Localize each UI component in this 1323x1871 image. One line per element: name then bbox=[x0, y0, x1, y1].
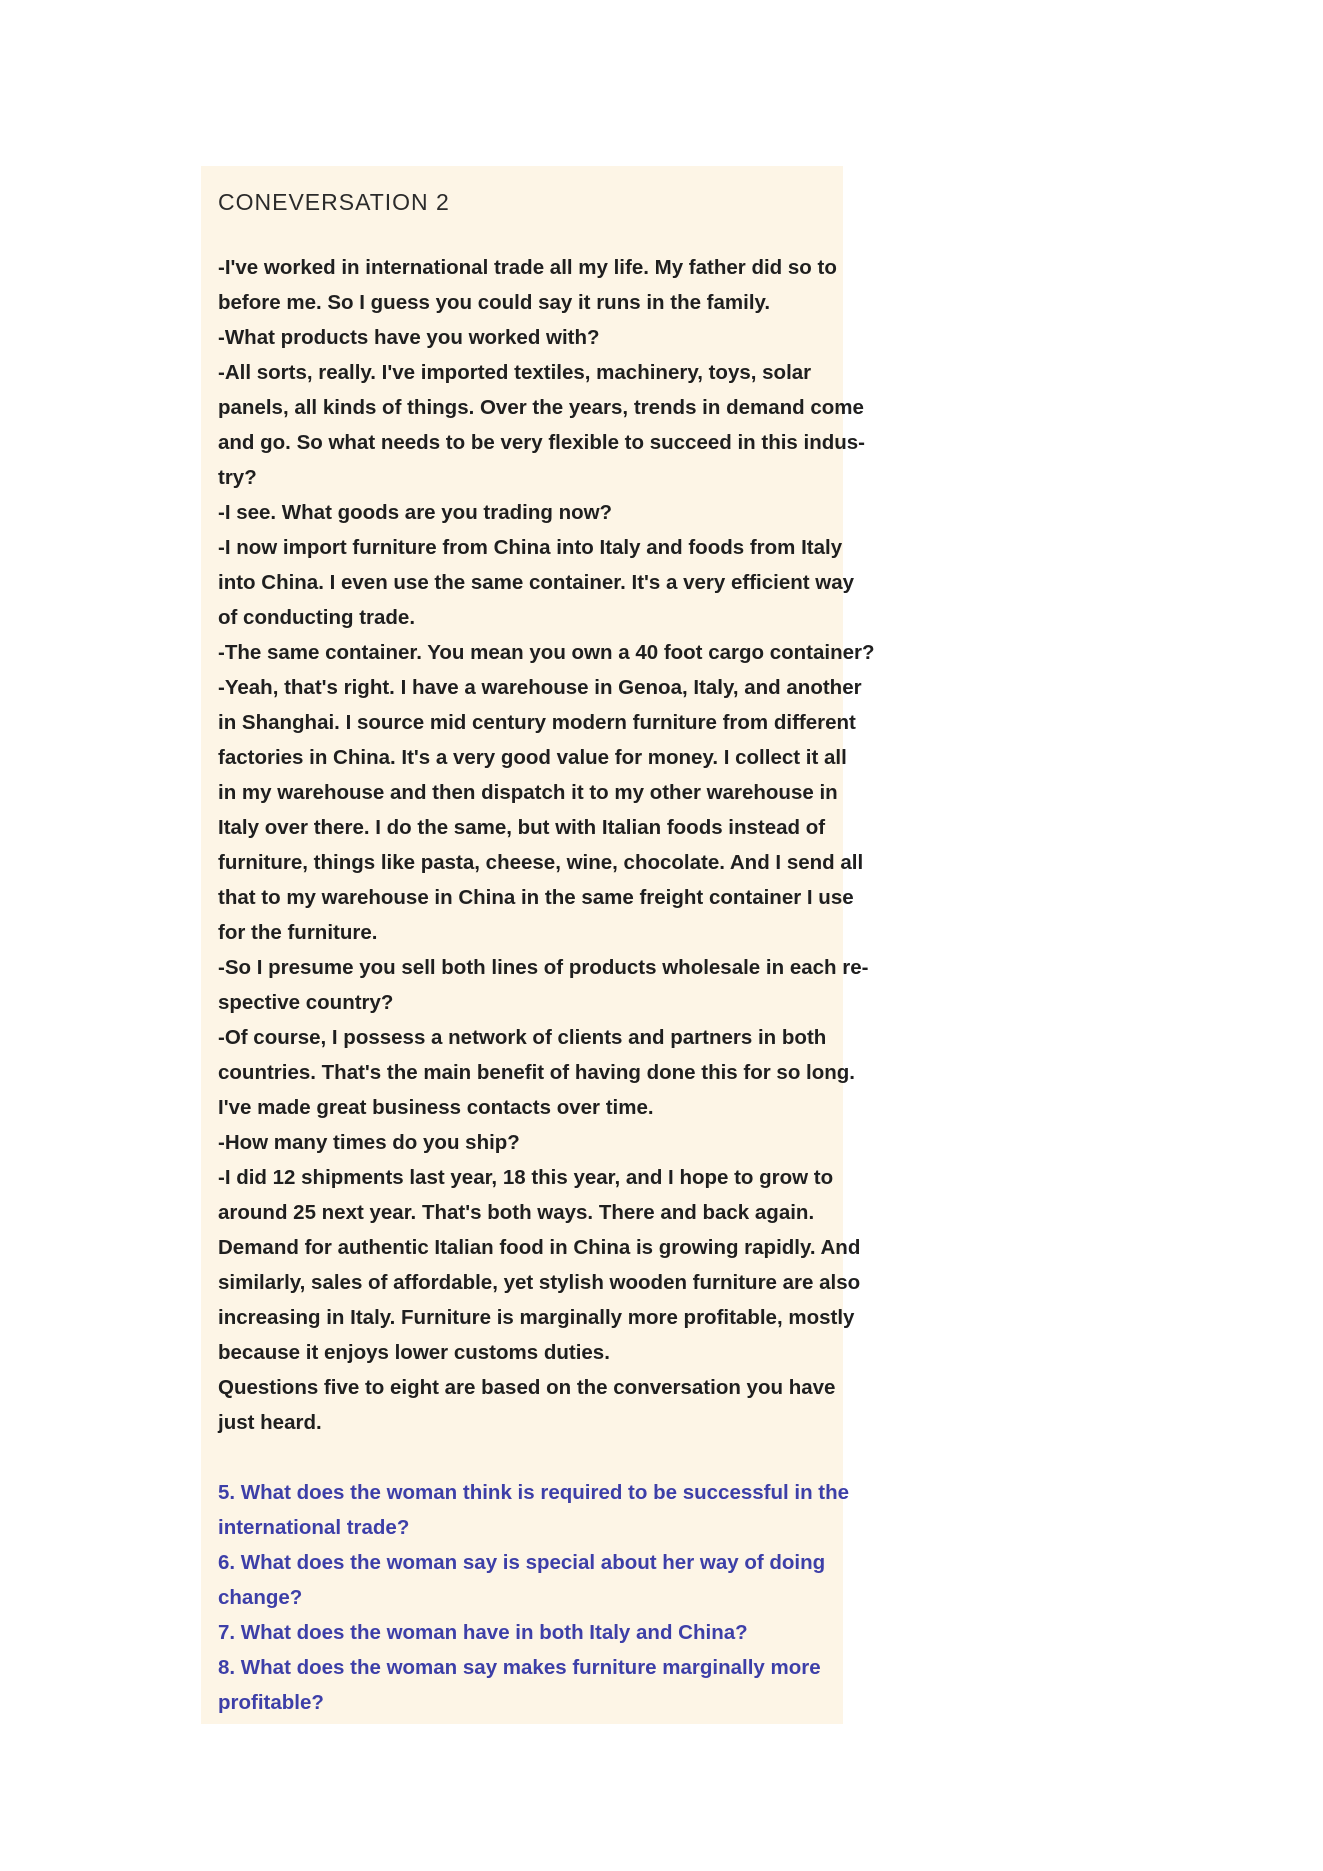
transcript-line: similarly, sales of affordable, yet stylish wooden furniture are also bbox=[218, 1271, 861, 1294]
transcript-line: -The same container. You mean you own a 40 foot cargo container? bbox=[218, 641, 875, 664]
transcript-line: in Shanghai. I source mid century modern furniture from different bbox=[218, 711, 856, 734]
question-line: 6. What does the woman say is special about her way of doing bbox=[218, 1551, 826, 1574]
transcript-line: -I did 12 shipments last year, 18 this year, and I hope to grow to bbox=[218, 1166, 834, 1189]
transcript-line: because it enjoys lower customs duties. bbox=[218, 1341, 610, 1364]
question-line: 7. What does the woman have in both Italy and China? bbox=[218, 1621, 748, 1644]
transcript-line: increasing in Italy. Furniture is marginally more profitable, mostly bbox=[218, 1306, 855, 1329]
question-line: 5. What does the woman think is required to be successful in the bbox=[218, 1481, 850, 1504]
transcript-line: panels, all kinds of things. Over the years, trends in demand come bbox=[218, 396, 864, 419]
question-list bbox=[218, 1475, 850, 1720]
transcript-line: just heard. bbox=[218, 1411, 322, 1434]
document-panel bbox=[201, 166, 875, 1724]
transcript-line: -I see. What goods are you trading now? bbox=[218, 501, 613, 524]
transcript-line: -What products have you worked with? bbox=[218, 326, 600, 349]
transcript-line: into China. I even use the same container. It's a very efficient way bbox=[218, 571, 855, 594]
transcript-line: -Of course, I possess a network of clients and partners in both bbox=[218, 1026, 827, 1049]
transcript-line: Italy over there. I do the same, but with Italian foods instead of bbox=[218, 816, 826, 839]
document-title: CONEVERSATION 2 bbox=[218, 189, 450, 215]
transcript-line: -How many times do you ship? bbox=[218, 1131, 520, 1154]
transcript-line: furniture, things like pasta, cheese, wine, chocolate. And I send all bbox=[218, 851, 864, 874]
transcript-line: that to my warehouse in China in the same freight container I use bbox=[218, 886, 854, 909]
transcript-line: factories in China. It's a very good value for money. I collect it all bbox=[218, 746, 847, 769]
transcript-line: of conducting trade. bbox=[218, 606, 416, 629]
transcript-line: before me. So I guess you could say it runs in the family. bbox=[218, 291, 771, 314]
transcript-line: -All sorts, really. I've imported textiles, machinery, toys, solar bbox=[218, 361, 812, 384]
conversation-transcript bbox=[218, 250, 875, 1440]
transcript-line: spective country? bbox=[218, 991, 394, 1014]
question-line: 8. What does the woman say makes furniture marginally more bbox=[218, 1656, 821, 1679]
transcript-line: -I've worked in international trade all my life. My father did so to bbox=[218, 256, 837, 279]
transcript-line: for the furniture. bbox=[218, 921, 378, 944]
transcript-line: and go. So what needs to be very flexible to succeed in this indus- bbox=[218, 431, 866, 454]
transcript-line: around 25 next year. That's both ways. There and back again. bbox=[218, 1201, 815, 1224]
transcript-line: Questions five to eight are based on the conversation you have bbox=[218, 1376, 836, 1399]
transcript-line: -Yeah, that's right. I have a warehouse in Genoa, Italy, and another bbox=[218, 676, 862, 699]
transcript-line: I've made great business contacts over time. bbox=[218, 1096, 654, 1119]
question-line: profitable? bbox=[218, 1691, 324, 1714]
question-line: international trade? bbox=[218, 1516, 410, 1539]
transcript-line: try? bbox=[218, 466, 257, 489]
question-line: change? bbox=[218, 1586, 303, 1609]
transcript-line: Demand for authentic Italian food in China is growing rapidly. And bbox=[218, 1236, 861, 1259]
transcript-line: countries. That's the main benefit of having done this for so long. bbox=[218, 1061, 855, 1084]
transcript-line: -So I presume you sell both lines of products wholesale in each re- bbox=[218, 956, 869, 979]
transcript-line: in my warehouse and then dispatch it to my other warehouse in bbox=[218, 781, 838, 804]
transcript-line: -I now import furniture from China into Italy and foods from Italy bbox=[218, 536, 843, 559]
